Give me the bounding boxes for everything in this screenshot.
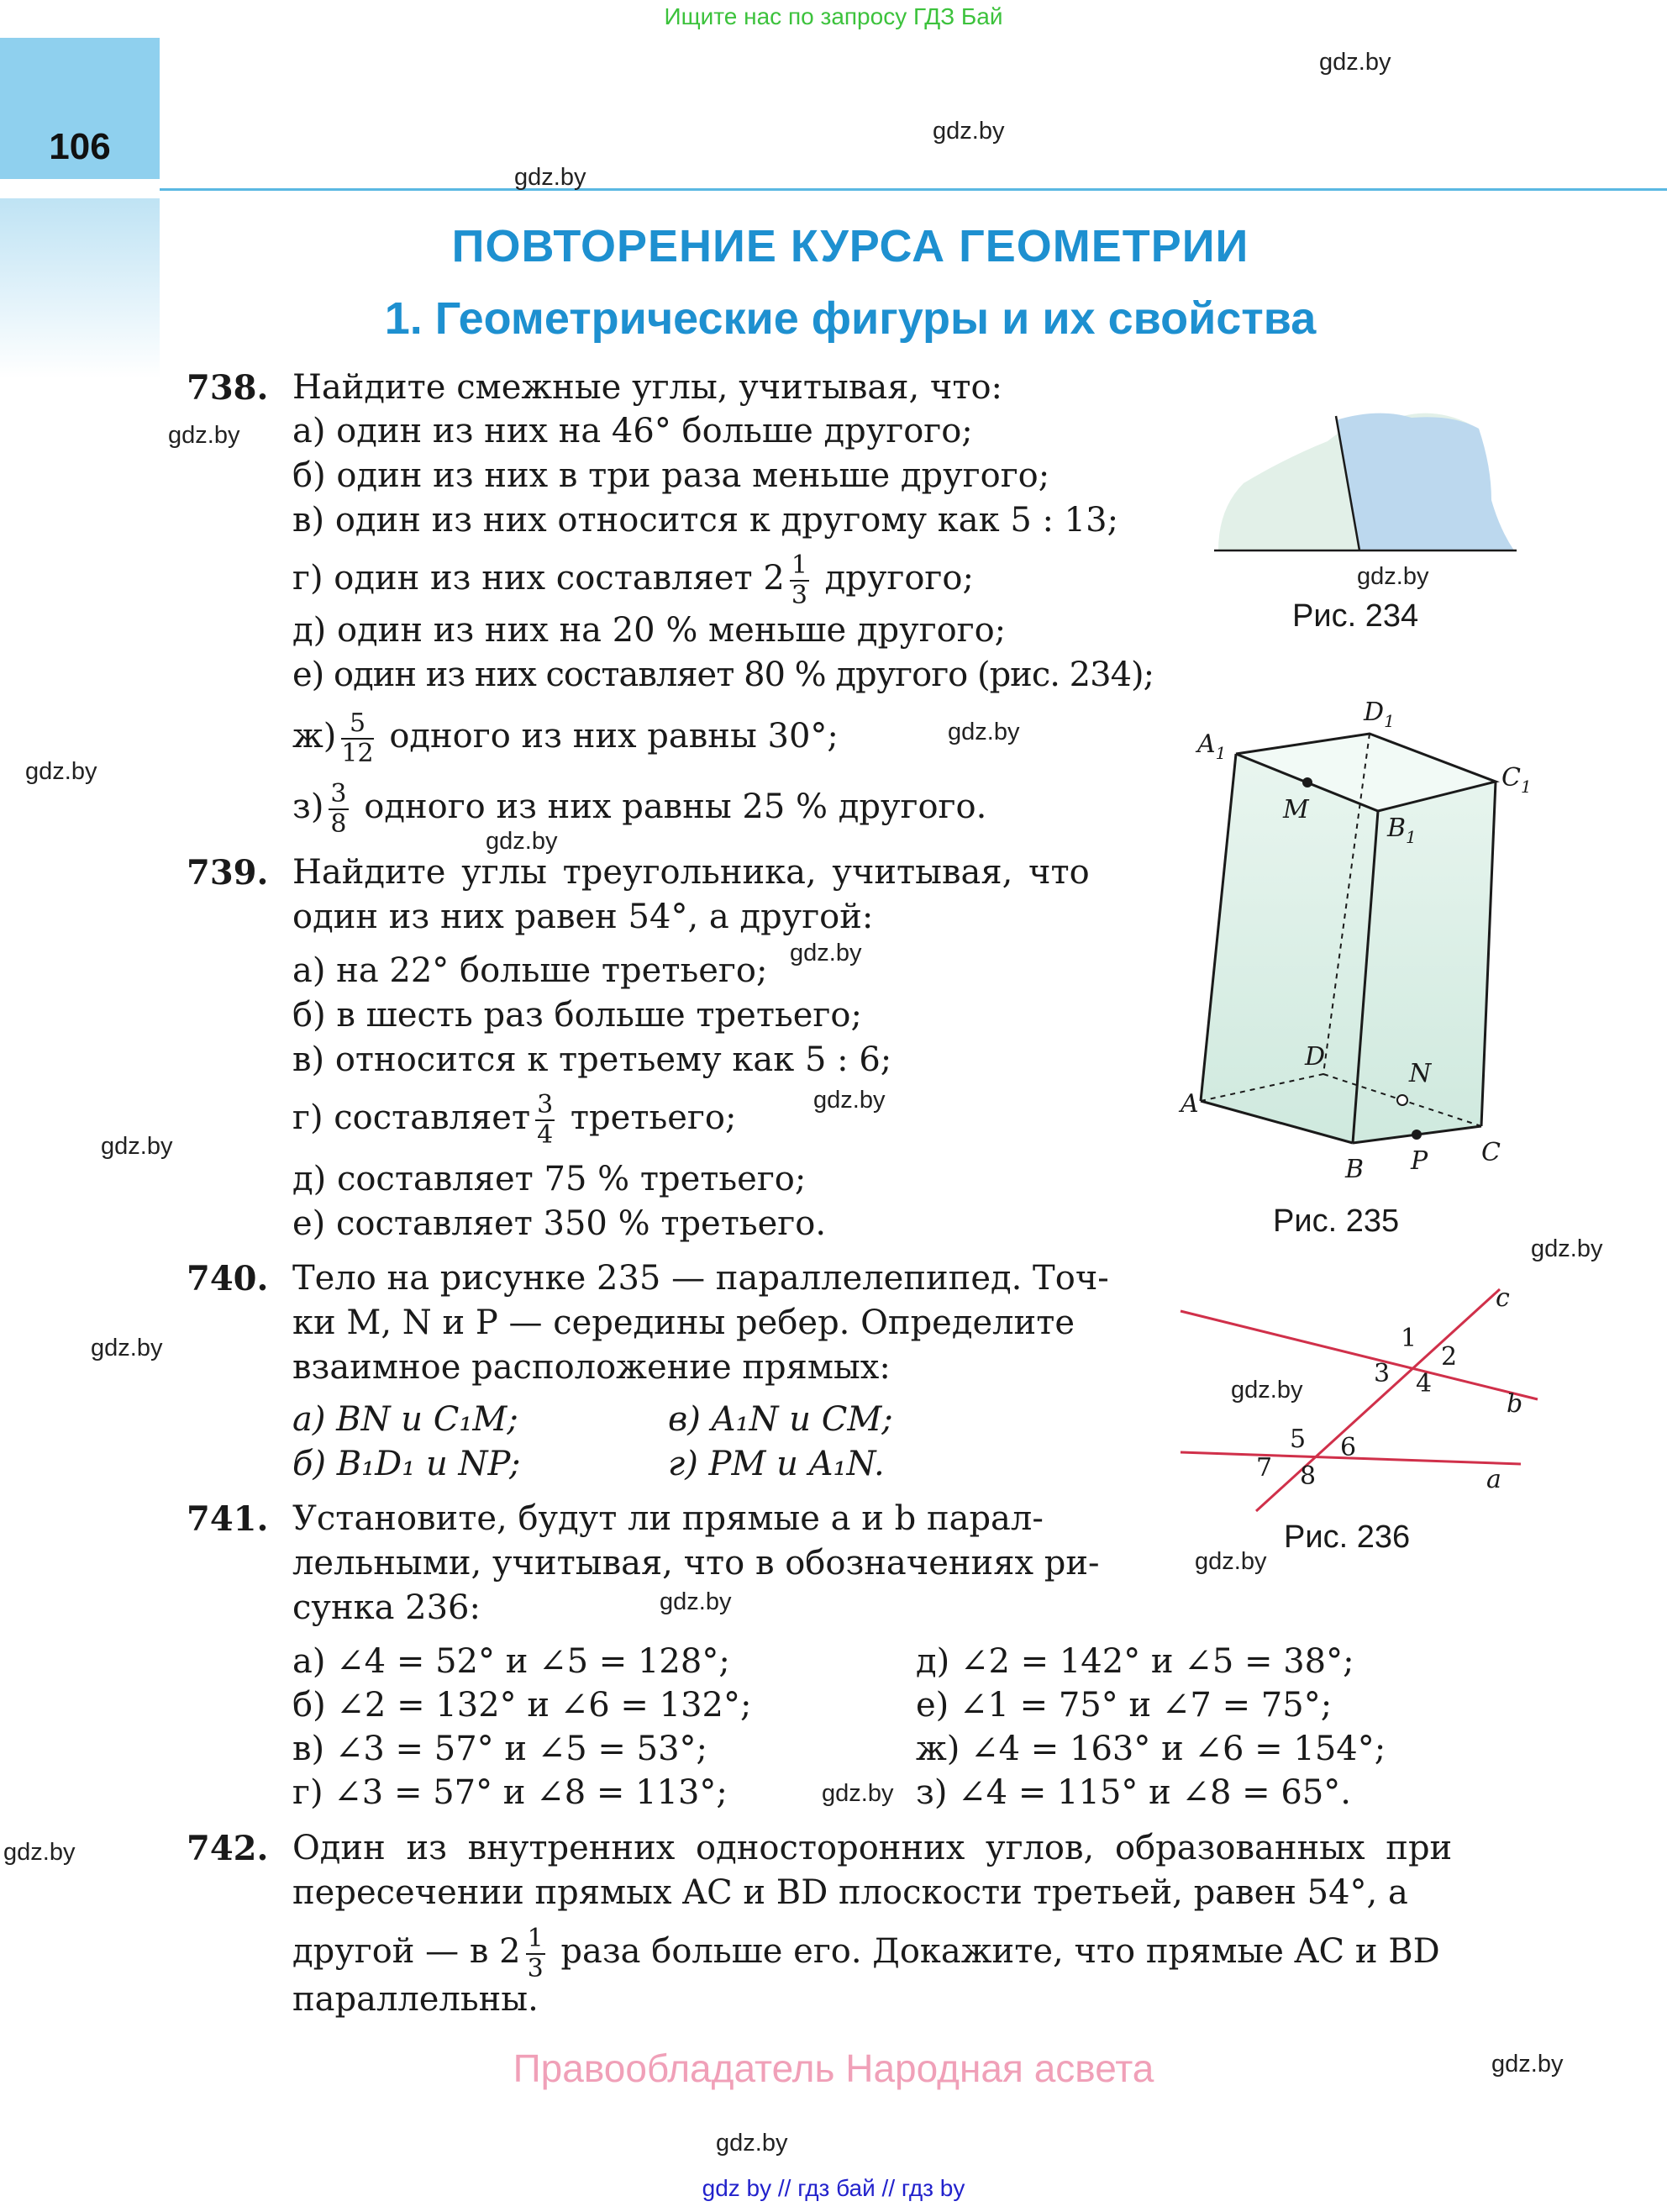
page-number: 106 (49, 126, 111, 167)
problem-738-v: в) один из них относится к другому как 5 : 13; (292, 501, 1119, 540)
angle-7: 7 (1256, 1453, 1273, 1483)
figure-236 (1172, 1277, 1550, 1521)
angle-5: 5 (1290, 1425, 1307, 1454)
angle-3: 3 (1374, 1359, 1391, 1388)
label-a: a (1486, 1465, 1501, 1494)
problem-738-b: б) один из них в три раза меньше другого; (292, 456, 1050, 495)
problem-741-line2: лельными, учитывая, что в обозначениях ри- (292, 1544, 1100, 1583)
problem-742-line1: Один из внутренних односторонних углов, образованных при (292, 1829, 1453, 1867)
label-a1: $A_1$ (1197, 729, 1227, 763)
problem-740-g: г) PM и A₁N. (668, 1445, 885, 1483)
point-n (1397, 1095, 1407, 1105)
watermark: gdz.by (660, 1588, 732, 1615)
problem-740-line3: взаимное расположение прямых: (292, 1348, 891, 1387)
figure-235-caption: Рис. 235 (1273, 1203, 1400, 1239)
fraction: $\frac{3}{8}$ (330, 779, 347, 839)
watermark: gdz.by (822, 1780, 894, 1807)
watermark: gdz.by (790, 940, 862, 966)
problem-number-741: 741. (187, 1499, 269, 1539)
problem-740-v: в) A₁N и CM; (668, 1400, 893, 1439)
problem-739-g: г) составляет $\frac{3}{4}$ третьего; (292, 1090, 737, 1150)
line-c (1256, 1289, 1500, 1511)
angle-1: 1 (1401, 1324, 1417, 1353)
watermark: gdz.by (948, 719, 1020, 745)
problem-738-zh: ж) $\frac{5}{12}$ одного из них равны 30°; (292, 708, 839, 768)
problem-number-739: 739. (187, 853, 269, 893)
problem-740-line2: ки M, N и P — середины ребер. Определите (292, 1304, 1075, 1342)
problem-740-line1: Тело на рисунке 235 — параллелепипед. Точ- (292, 1259, 1109, 1298)
label-b1: $B_1$ (1387, 814, 1417, 847)
watermark: gdz.by (933, 118, 1005, 145)
problem-741-zh: ж) ∠4 = 163° и ∠6 = 154°; (916, 1730, 1386, 1768)
fraction: $\frac{3}{4}$ (537, 1090, 554, 1150)
problem-738-g (292, 545, 974, 612)
watermark: gdz.by (1319, 49, 1391, 76)
watermark: gdz.by (1531, 1235, 1603, 1262)
problem-number-740: 740. (187, 1259, 269, 1298)
angle-4: 4 (1416, 1369, 1433, 1398)
problem-741-g: г) ∠3 = 57° и ∠8 = 113°; (292, 1773, 728, 1812)
problem-741-a: а) ∠4 = 52° и ∠5 = 128°; (292, 1642, 730, 1681)
problem-739-a: а) на 22° больше третьего; (292, 951, 768, 990)
figure-234-fill-right (1336, 413, 1514, 550)
problem-739-v: в) относится к третьему как 5 : 6; (292, 1040, 892, 1079)
watermark: gdz.by (813, 1087, 886, 1114)
section-subtitle: 1. Геометрические фигуры и их свойства (384, 293, 1317, 344)
label-c1: $C_1$ (1501, 763, 1532, 797)
problem-739-d: д) составляет 75 % третьего; (292, 1160, 807, 1198)
watermark: gdz.by (1195, 1548, 1267, 1575)
problem-742-line4: параллельны. (292, 1980, 539, 2019)
fraction: $\frac{1}{3}$ (791, 550, 807, 610)
problem-742-line2: пересечении прямых AC и BD плоскости третьей, равен 54°, а (292, 1873, 1408, 1912)
watermark: gdz.by (1357, 563, 1429, 590)
problem-741-e: е) ∠1 = 75° и ∠7 = 75°; (916, 1686, 1333, 1725)
point-m (1302, 777, 1312, 787)
watermark: gdz.by (486, 828, 558, 855)
problem-739-b: б) в шесть раз больше третьего; (292, 996, 862, 1035)
label-d1: $D_1$ (1364, 702, 1395, 731)
problem-741-v: в) ∠3 = 57° и ∠5 = 53°; (292, 1730, 708, 1768)
watermark: gdz.by (101, 1133, 173, 1160)
top-banner[interactable]: Ищите нас по запросу ГДЗ Бай (664, 3, 1003, 29)
line-b (1181, 1311, 1538, 1399)
fraction: $\frac{1}{3}$ (527, 1924, 544, 1983)
label-c: C (1481, 1138, 1501, 1167)
fraction: $\frac{5}{12}$ (341, 708, 374, 768)
point-p (1412, 1130, 1422, 1140)
problem-742-line3: другой — в 2 $\frac{1}{3}$ раза больше его. Докажите, что прямые AC и BD (292, 1924, 1440, 1983)
label-p: P (1411, 1146, 1428, 1176)
figure-236-caption: Рис. 236 (1284, 1519, 1411, 1555)
problem-739-line2: один из них равен 54°, а другой: (292, 898, 874, 936)
problem-number-738: 738. (187, 368, 269, 408)
watermark: gdz.by (25, 758, 97, 785)
problem-738-g-text: г) один из них составляет 2 (292, 559, 785, 598)
watermark: gdz.by (168, 422, 240, 449)
problem-741-b: б) ∠2 = 132° и ∠6 = 132°; (292, 1686, 752, 1725)
figure-234-caption: Рис. 234 (1292, 598, 1419, 634)
problem-741-d: д) ∠2 = 142° и ∠5 = 38°; (916, 1642, 1354, 1681)
watermark: gdz.by (1491, 2051, 1564, 2078)
watermark: gdz.by (1231, 1377, 1303, 1404)
label-a: A (1181, 1089, 1199, 1119)
copyright-owner: Правообладатель Народная асвета (513, 2046, 1154, 2090)
problem-738-g-tail: другого; (824, 559, 974, 598)
bottom-links[interactable]: gdz by // гдз бай // гдз by (702, 2175, 965, 2201)
problem-739-e: е) составляет 350 % третьего. (292, 1204, 827, 1243)
problem-number-742: 742. (187, 1829, 269, 1868)
section-title: ПОВТОРЕНИЕ КУРСА ГЕОМЕТРИИ (451, 221, 1249, 271)
angle-8: 8 (1300, 1462, 1317, 1491)
figure-235 (1172, 702, 1546, 1189)
label-n: N (1409, 1059, 1432, 1088)
problem-741-line1: Установите, будут ли прямые a и b парал- (292, 1499, 1044, 1538)
watermark: gdz.by (91, 1335, 163, 1361)
problem-739-line1: Найдите углы треугольника, учитывая, что (292, 853, 1090, 892)
problem-738-e: е) один из них составляет 80 % другого (рис. 234); (292, 656, 1154, 694)
label-m: M (1283, 795, 1309, 824)
label-b: B (1345, 1155, 1365, 1184)
header-rule (160, 188, 1667, 191)
problem-740-a: а) BN и C₁M; (292, 1400, 518, 1439)
figure-234 (1210, 399, 1521, 559)
label-b: b (1507, 1389, 1523, 1419)
angle-2: 2 (1441, 1342, 1458, 1372)
angle-6: 6 (1340, 1433, 1357, 1462)
label-d: D (1305, 1042, 1326, 1072)
watermark: gdz.by (514, 164, 586, 191)
problem-738-d: д) один из них на 20 % меньше другого; (292, 611, 1007, 650)
watermark: gdz.by (716, 2130, 788, 2157)
problem-740-b: б) B₁D₁ и NP; (292, 1445, 521, 1483)
label-c: c (1496, 1283, 1510, 1313)
watermark: gdz.by (3, 1839, 76, 1866)
problem-741-line3: сунка 236: (292, 1588, 481, 1627)
problem-738-a: а) один из них на 46° больше другого; (292, 412, 973, 450)
problem-741-z: з) ∠4 = 115° и ∠8 = 65°. (916, 1773, 1352, 1812)
problem-738-z: з) $\frac{3}{8}$ одного из них равны 25 % другого. (292, 779, 987, 839)
problem-738-intro: Найдите смежные углы, учитывая, что: (292, 368, 1002, 407)
